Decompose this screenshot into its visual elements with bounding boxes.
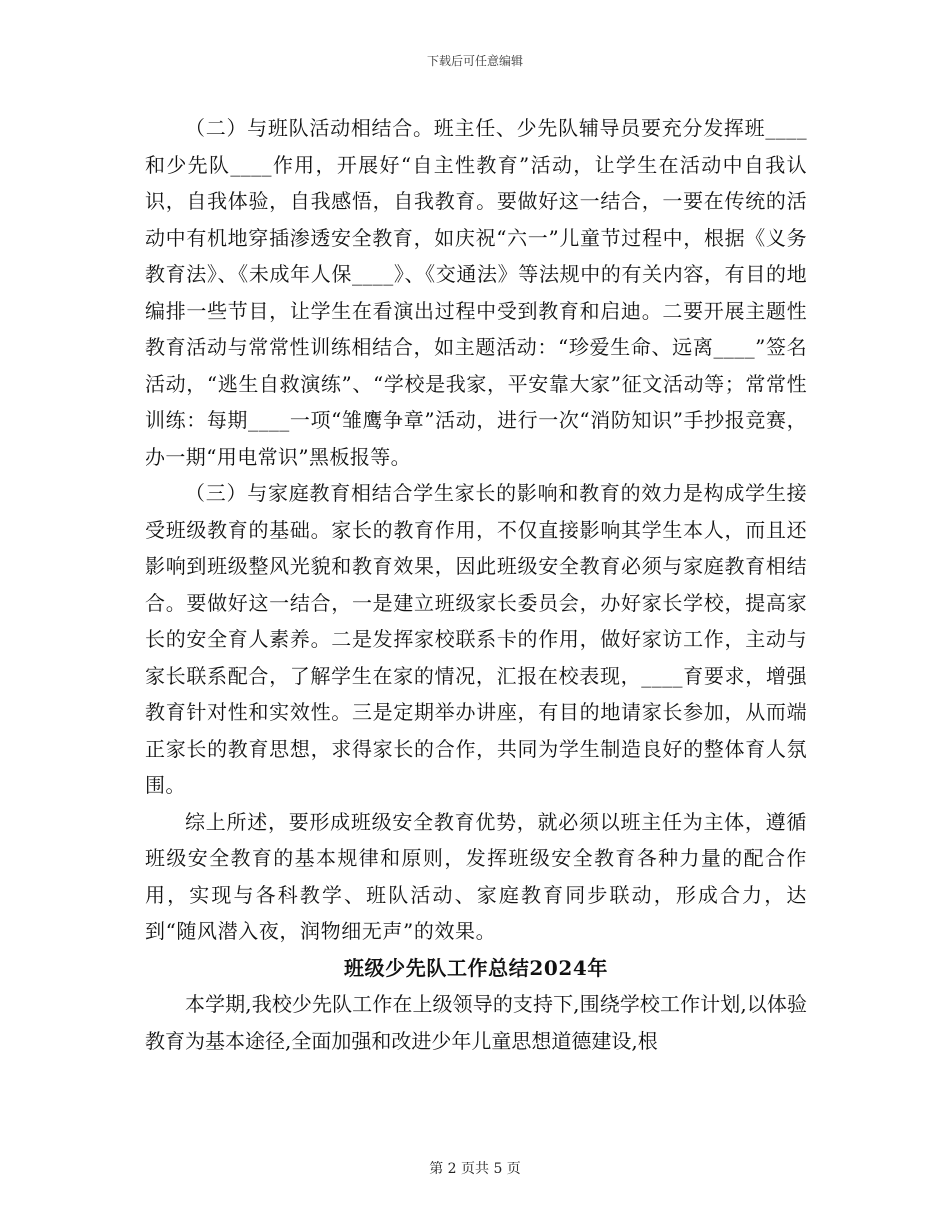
page-header: 下载后可任意编辑 xyxy=(426,54,523,68)
paragraph-class-activities: （二）与班队活动相结合。班主任、少先队辅导员要充分发挥班____和少先队____作用，开展好“自主性教育”活动，让学生在活动中自我认识，自我体验，自我感悟，自我教育。要做好这一结合，一要在传统的活动中有机地穿插渗透安全教育，如庆祝“六一”儿童节过程中，根据《义务教育法》、《未成年人保____》、《交通法》等法规中的有关内容，有目的地编排一些节目，让学生在看演出过程中受到教育和启迪。二要开展主题性教育活动与常常性训练相结合，如主题活动：“珍爱生命、远离____”签名活动，“逃生自救演练”、“学校是我家，平安靠大家”征文活动等；常常性训练：每期____一项“雏鹰争章”活动，进行一次“消防知识”手抄报竞赛，办一期“用电常识”黑板报等。 xyxy=(145,116,807,469)
document-body xyxy=(145,110,807,1059)
paragraph-summary: 综上所述，要形成班级安全教育优势，就必须以班主任为主体，遵循班级安全教育的基本规律和原则，发挥班级安全教育各种力量的配合作用，实现与各科教学、班队活动、家庭教育同步联动，形成合力，达到“随风潜入夜，润物细无声”的效果。 xyxy=(145,809,807,943)
paragraph-family-education: （三）与家庭教育相结合学生家长的影响和教育的效力是构成学生接受班级教育的基础。家长的教育作用，不仅直接影响其学生本人，而且还影响到班级整风光貌和教育效果，因此班级安全教育必须与家庭教育相结合。要做好这一结合，一是建立班级家长委员会，办好家长学校，提高家长的安全育人素养。二是发挥家校联系卡的作用，做好家访工作，主动与家长联系配合，了解学生在家的情况，汇报在校表现，____育要求，增强教育针对性和实效性。三是定期举办讲座，有目的地请家长参加，从而端正家长的教育思想，求得家长的合作，共同为学生制造良好的整体育人氛围。 xyxy=(145,481,807,797)
page-number: 第 2 页共 5 页 xyxy=(429,1161,521,1177)
paragraph-intro: 本学期,我校少先队工作在上级领导的支持下,围绕学校工作计划,以体验教育为基本途径,全面加强和改进少年儿童思想道德建设,根 xyxy=(145,992,807,1053)
section-title: 班级少先队工作总结2024年 xyxy=(343,955,609,980)
